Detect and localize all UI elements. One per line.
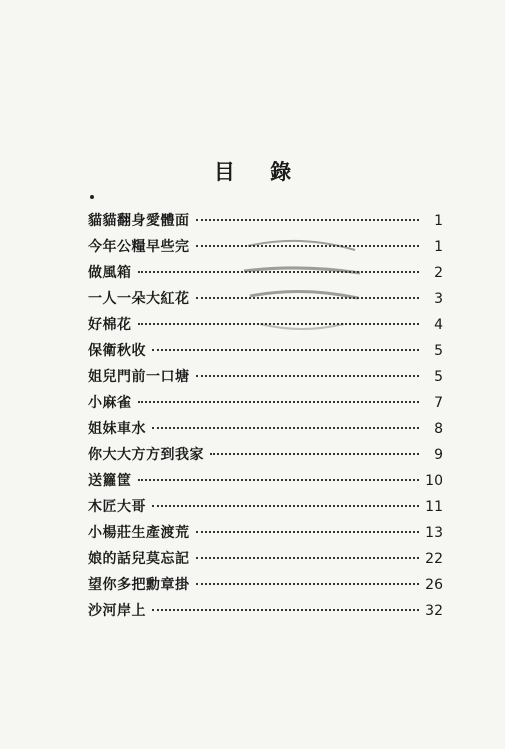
dot-leader [152, 427, 419, 429]
toc-page-number: 9 [434, 447, 443, 463]
toc-entry-title: 一人一朵大紅花 [88, 291, 190, 307]
toc-entry-title: 今年公糧早些完 [88, 239, 190, 255]
bullet-mark [90, 195, 94, 199]
dot-leader [138, 479, 420, 481]
toc-entry [88, 442, 443, 468]
toc-entry-title: 姐妹車水 [88, 421, 146, 437]
toc-page-number: 10 [425, 473, 443, 489]
toc-entry-title: 保衛秋收 [88, 343, 146, 359]
dot-leader [196, 297, 420, 299]
toc-list [88, 208, 443, 624]
toc-entry-title: 望你多把勳章掛 [88, 577, 190, 593]
dot-leader [196, 531, 420, 533]
toc-entry [88, 312, 443, 338]
toc-entry [88, 598, 443, 624]
toc-entry [88, 286, 443, 312]
toc-entry [88, 234, 443, 260]
page-title: 目 錄 [213, 160, 306, 184]
toc-entry [88, 572, 443, 598]
dot-leader [138, 401, 420, 403]
toc-entry [88, 260, 443, 286]
dot-leader [196, 245, 420, 247]
dot-leader [138, 271, 420, 273]
toc-entry [88, 416, 443, 442]
toc-entry-title: 木匠大哥 [88, 499, 146, 515]
toc-page-number: 2 [434, 265, 443, 281]
dot-leader [196, 583, 420, 585]
toc-page-number: 32 [425, 603, 443, 619]
toc-entry-title: 做風箱 [88, 265, 132, 281]
toc-page-number: 26 [425, 577, 443, 593]
toc-page-number: 8 [434, 421, 443, 437]
toc-page-number: 11 [425, 499, 443, 515]
toc-entry [88, 338, 443, 364]
toc-entry-title: 你大大方方到我家 [88, 447, 204, 463]
toc-page-number: 3 [434, 291, 443, 307]
dot-leader [152, 349, 419, 351]
toc-page-number: 22 [425, 551, 443, 567]
toc-page-number: 5 [434, 369, 443, 385]
dot-leader [196, 219, 420, 221]
toc-entry [88, 364, 443, 390]
toc-page-number: 1 [434, 213, 443, 229]
toc-page-number: 1 [434, 239, 443, 255]
toc-entry [88, 208, 443, 234]
toc-entry-title: 娘的話兒莫忘記 [88, 551, 190, 567]
toc-page-number: 4 [434, 317, 443, 333]
toc-entry-title: 小麻雀 [88, 395, 132, 411]
toc-entry-title: 姐兒門前一口塘 [88, 369, 190, 385]
toc-entry [88, 546, 443, 572]
toc-entry [88, 390, 443, 416]
toc-entry-title: 沙河岸上 [88, 603, 146, 619]
toc-page-number: 13 [425, 525, 443, 541]
toc-entry-title: 小楊莊生產渡荒 [88, 525, 190, 541]
dot-leader [152, 609, 419, 611]
toc-entry-title: 貓貓翻身愛體面 [88, 213, 190, 229]
toc-page-number: 5 [434, 343, 443, 359]
toc-entry-title: 好棉花 [88, 317, 132, 333]
toc-page-number: 7 [434, 395, 443, 411]
toc-entry [88, 494, 443, 520]
toc-entry-title: 送籮筐 [88, 473, 132, 489]
toc-entry [88, 520, 443, 546]
toc-entry [88, 468, 443, 494]
dot-leader [138, 323, 420, 325]
dot-leader [210, 453, 419, 455]
dot-leader [196, 557, 420, 559]
dot-leader [152, 505, 419, 507]
dot-leader [196, 375, 420, 377]
